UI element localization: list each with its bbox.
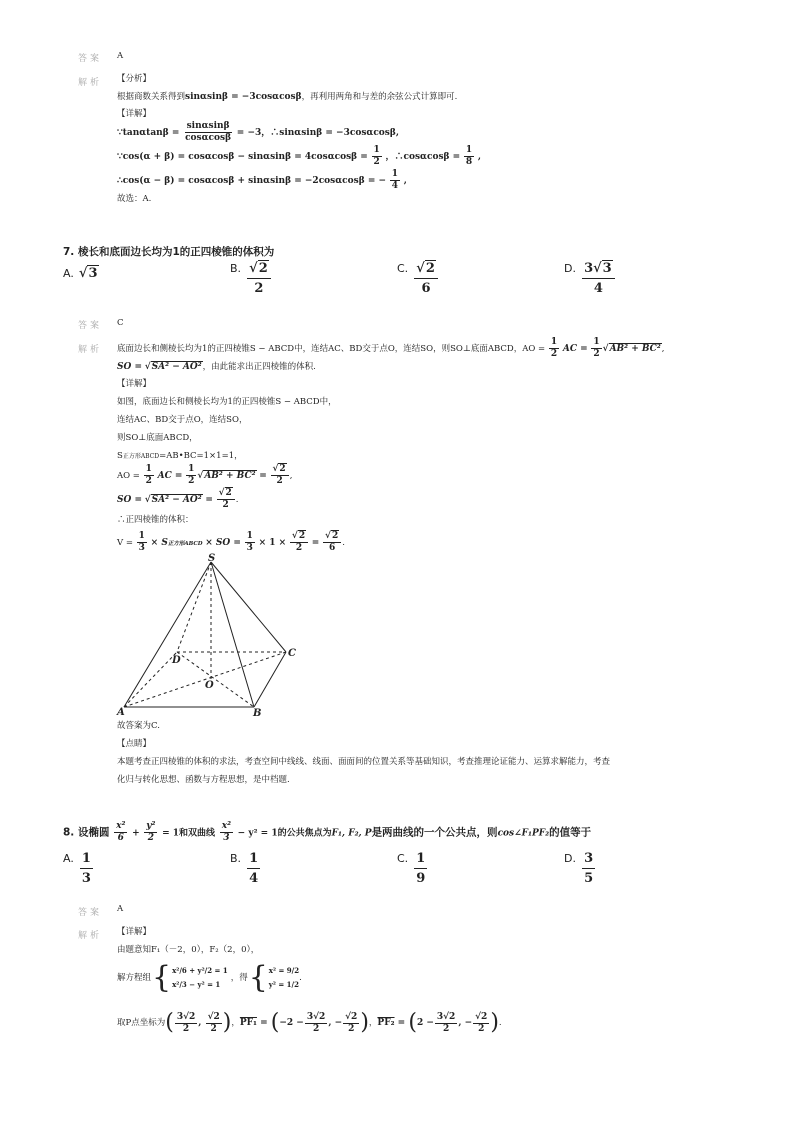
label-a: A: [117, 707, 125, 718]
edge-sc: [211, 562, 286, 652]
q8-option-b: $^{B.}$ $\frac{1}{4}$: [230, 851, 259, 886]
analysis-tag: 【分析】: [117, 74, 152, 84]
q7-detail-8: V = $\frac{1}{3}$ × S正方形ABCD × SO = $\frac{1}{3}$ × 1 × $\frac{√2}{2}$ = $\frac{√2}{6}$ .: [117, 531, 345, 553]
q7-detail-4: S正方形ABCD=AB•BC=1×1=1，: [117, 451, 243, 461]
edge-sa: [124, 562, 211, 707]
q7-after-figure: 故答案为C.: [117, 721, 160, 731]
answer-label-q8: 答案: [78, 908, 103, 918]
diag-bd: [177, 652, 254, 707]
q7-detail-7: ∴正四棱锥的体积：: [117, 515, 194, 525]
q8-option-a: $^{A.}$ $\frac{1}{3}$: [63, 851, 91, 886]
analysis-label-q7: 解析: [78, 345, 103, 355]
q7-comment-1: 本题考查正四棱锥的体积的求法，考查空间中线线、线面、面面间的位置关系等基础知识，考查推理论证能力、运算求解能力，考查: [117, 757, 611, 767]
answer-value-q7: C: [117, 318, 124, 328]
detail-tag: 【详解】: [117, 109, 152, 119]
conclusion: 故选：A.: [117, 194, 152, 204]
q7-detail-3: 则SO⊥底面ABCD，: [117, 433, 198, 443]
q7-option-a: A. √3: [63, 266, 98, 281]
label-o: O: [205, 680, 214, 691]
q7-detail-tag: 【详解】: [117, 379, 152, 389]
q7-detail-5: AO = $\frac{1}{2}$ AC = $\frac{1}{2}$ √AB² + BC² = $\frac{√2}{2}$ ,: [117, 464, 293, 486]
answer-label: 答案: [78, 54, 103, 64]
edge-sb: [211, 562, 254, 707]
detail-line-2: ∵cos(α + β) = cosαcosβ − sinαsinβ = 4cosαcosβ = $\frac{1}{2}$ ，∴cosαcosβ = $\frac{1}{8}$ ,: [117, 145, 481, 167]
q7-option-b: $^{B.}$ $\frac{√2}{2}$: [230, 262, 272, 295]
q7-detail-6: SO = √SA² − AO² = $\frac{√2}{2}$ .: [117, 488, 239, 510]
q8-line-3: 取P点坐标为 ( $\frac{3√2}{2}$ , $\frac{√2}{2}$ ) ， PF₁ = ( −2 − $\frac{3√2}{2}$ , − $\frac{√2}{2}$ ) ， PF₂ = ( 2 − $\frac{3√2}{2}$ , − $\frac{√2}{2}$ ) .: [117, 1010, 502, 1035]
label-d: D: [172, 655, 181, 666]
label-s: S: [208, 553, 216, 564]
answer-value: A: [117, 51, 124, 61]
q7-analysis-line-1: 底面边长和侧棱长均为1的正四棱锥S − ABCD中，连结AC、BD交于点O，连结SO，则SO⊥底面ABCD，AO = $\frac{1}{2}$ AC = $\frac{1}{2}$ √AB² + BC²,: [117, 337, 665, 359]
edge-bc: [254, 652, 286, 707]
analysis-text: 根据商数关系得到sinαsinβ = −3cosαcosβ，再利用两角和与差的余弦公式计算即可.: [117, 92, 458, 102]
q7-analysis-line-2: SO = √SA² − AO²，由此能求出正四棱锥的体积.: [117, 362, 316, 372]
q8-option-d: $^{D.}$ $\frac{3}{5}$: [564, 851, 594, 886]
q7-comment-tag: 【点睛】: [117, 739, 152, 749]
q8-line-1: 由题意知F₁（－2，0），F₂（2，0），: [117, 945, 260, 955]
detail-line-3: ∴cos(α − β) = cosαcosβ + sinαsinβ = −2cosαcosβ = − $\frac{1}{4}$ ,: [117, 169, 407, 191]
answer-label-q7: 答案: [78, 321, 103, 331]
analysis-label: 解析: [78, 78, 103, 88]
q7-option-d: $^{D.}$ $\frac{3√3}{4}$: [564, 262, 616, 295]
q8-option-c: $^{C.}$ $\frac{1}{9}$: [397, 851, 426, 886]
question-7-stem: 7. 棱长和底面边长均为1的正四棱锥的体积为: [63, 246, 275, 258]
q7-detail-1: 如图，底面边长和侧棱长均为1的正四棱锥S − ABCD中，: [117, 397, 337, 407]
q7-option-c: $^{C.}$ $\frac{√2}{6}$: [397, 262, 439, 295]
edge-ad: [124, 652, 177, 707]
question-8-stem: 8. 设椭圆 $\frac{\text{x²}}{6}$ + $\frac{\text{y²}}{2}$ = 1和双曲线 $\frac{\text{x²}}{3}$ − y² = 1的公共焦点为F₁, F₂, P是两曲线的一个公共点，则cos∠F₁PF₂的值等于: [63, 821, 592, 843]
label-c: C: [288, 648, 296, 659]
detail-line-1: ∵tanαtanβ = $\frac{\sin\alpha\sin\beta}{\cos\alpha\cos\beta}$ = −3，∴sinαsinβ = −3cosαcosβ,: [117, 121, 399, 143]
answer-value-q8: A: [117, 904, 124, 914]
q8-detail-tag: 【详解】: [117, 927, 152, 937]
q7-detail-2: 连结AC、BD交于点O，连结SO，: [117, 415, 248, 425]
analysis-label-q8: 解析: [78, 931, 103, 941]
pyramid-figure: [114, 552, 304, 718]
edge-sd: [177, 562, 211, 652]
label-b: B: [253, 708, 262, 718]
q7-comment-2: 化归与转化思想、函数与方程思想，是中档题.: [117, 775, 290, 785]
q8-line-2: 解方程组 { x²/6 + y²/2 = 1 x²/3 − y² = 1 ，得 { x² = 9/2 y² = 1/2 .: [117, 960, 302, 995]
